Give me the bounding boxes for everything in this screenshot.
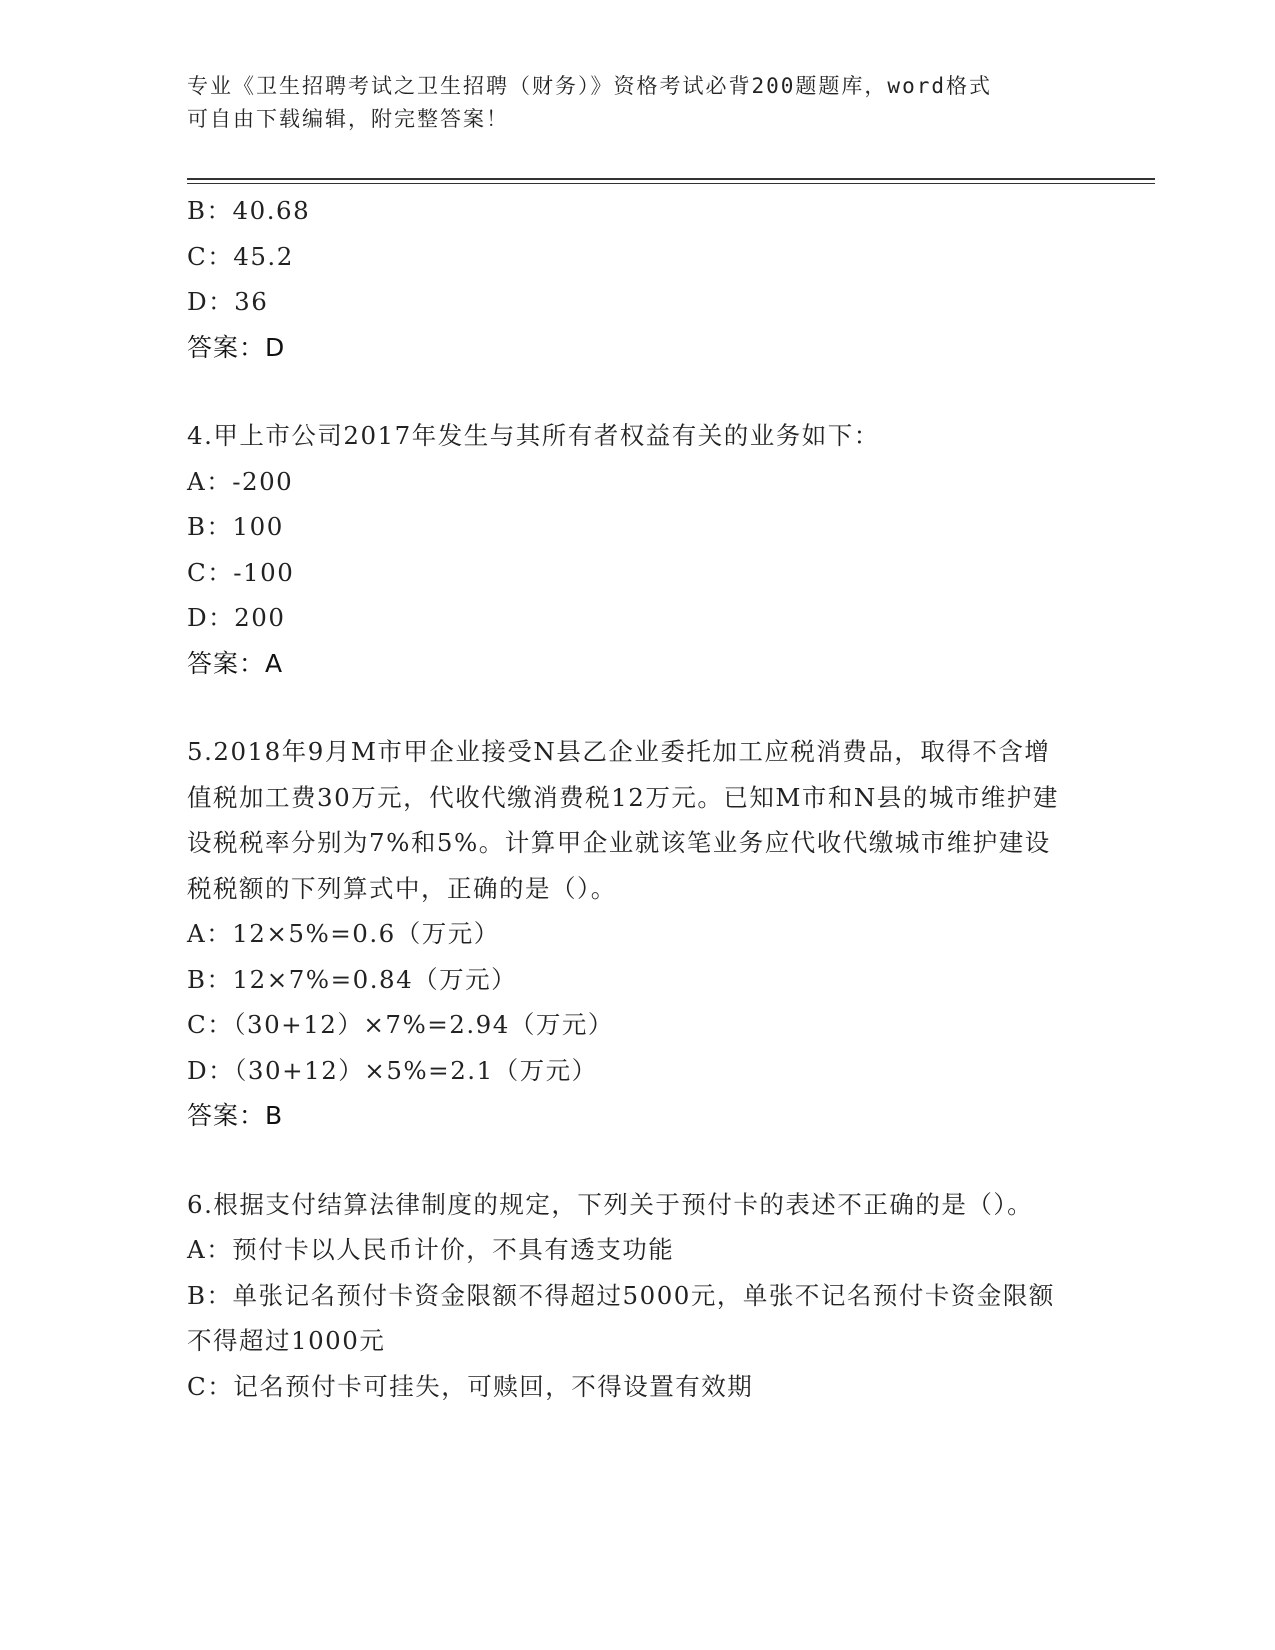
option-d <box>187 595 1087 641</box>
answer-line: 答案：A <box>187 648 284 678</box>
continued-question <box>187 188 1087 370</box>
option-d <box>187 279 1087 325</box>
option-label: A： <box>187 1235 233 1264</box>
option-label: C： <box>187 241 234 271</box>
option-text: 200 <box>234 603 286 632</box>
option-label: C： <box>187 1010 234 1039</box>
option-b <box>187 504 1087 550</box>
option-text: 40.68 <box>232 196 311 225</box>
option-c <box>187 234 1087 280</box>
option-label: A： <box>187 919 233 948</box>
option-b <box>187 1273 1067 1364</box>
header-divider-thick <box>187 178 1155 180</box>
question-6 <box>187 1182 1087 1410</box>
option-text: （30+12）×5%=2.1（万元） <box>234 1055 598 1085</box>
option-label: D： <box>187 287 235 316</box>
option-c <box>187 1002 1087 1048</box>
page-header <box>187 70 1067 136</box>
option-text: 12×5%=0.6（万元） <box>232 919 500 948</box>
document-body <box>187 188 1087 1409</box>
option-label: D： <box>187 1055 235 1085</box>
question-stem: 4.甲上市公司2017年发生与其所有者权益有关的业务如下： <box>187 421 880 450</box>
option-label: B： <box>187 964 233 994</box>
option-text: 单张记名预付卡资金限额不得超过5000元，单张不记名预付卡资金限额不得超过1000元 <box>187 1280 1055 1355</box>
option-text: 100 <box>232 512 284 541</box>
question-5 <box>187 729 1087 1139</box>
option-text: 预付卡以人民币计价，不具有透支功能 <box>232 1235 675 1264</box>
option-d <box>187 1048 1087 1094</box>
option-b <box>187 957 1087 1003</box>
answer-line: 答案：B <box>187 1101 284 1130</box>
option-label: C： <box>187 1371 234 1401</box>
option-label: B： <box>187 1280 233 1310</box>
option-label: A： <box>187 466 233 496</box>
option-text: 12×7%=0.84（万元） <box>232 964 518 994</box>
option-label: B： <box>187 196 233 225</box>
header-title-line-2: 可自由下载编辑，附完整答案！ <box>187 107 509 131</box>
header-title-line-1: 专业《卫生招聘考试之卫生招聘（财务）》资格考试必背200题题库，word格式 <box>187 74 992 98</box>
option-text: -200 <box>232 466 294 496</box>
question-stem: 6.根据支付结算法律制度的规定，下列关于预付卡的表述不正确的是（）。 <box>187 1189 1034 1219</box>
option-label: C： <box>187 557 234 587</box>
option-label: D： <box>187 603 235 632</box>
header-divider-thin <box>187 183 1155 184</box>
option-a <box>187 1227 1087 1273</box>
option-text: 36 <box>234 287 269 316</box>
question-stem: 5.2018年9月M市甲企业接受N县乙企业委托加工应税消费品，取得不含增值税加工费30万元，代收代缴消费税12万元。已知M市和N县的城市维护建设税税率分别为7%和5%。计算甲企业就该笔业务应代收代缴城市维护建设税税额的下列算式中，正确的是（）。 <box>187 737 1059 903</box>
option-text: -100 <box>233 557 295 587</box>
option-label: B： <box>187 512 233 541</box>
option-text: （30+12）×7%=2.94（万元） <box>233 1010 614 1039</box>
question-4 <box>187 413 1087 686</box>
option-b <box>187 188 1087 234</box>
option-text: 45.2 <box>233 241 294 271</box>
option-a <box>187 459 1087 505</box>
option-c <box>187 1364 1087 1410</box>
answer-line: 答案：D <box>187 332 286 362</box>
option-c <box>187 550 1087 596</box>
option-text: 记名预付卡可挂失，可赎回，不得设置有效期 <box>233 1371 754 1401</box>
option-a <box>187 911 1087 957</box>
